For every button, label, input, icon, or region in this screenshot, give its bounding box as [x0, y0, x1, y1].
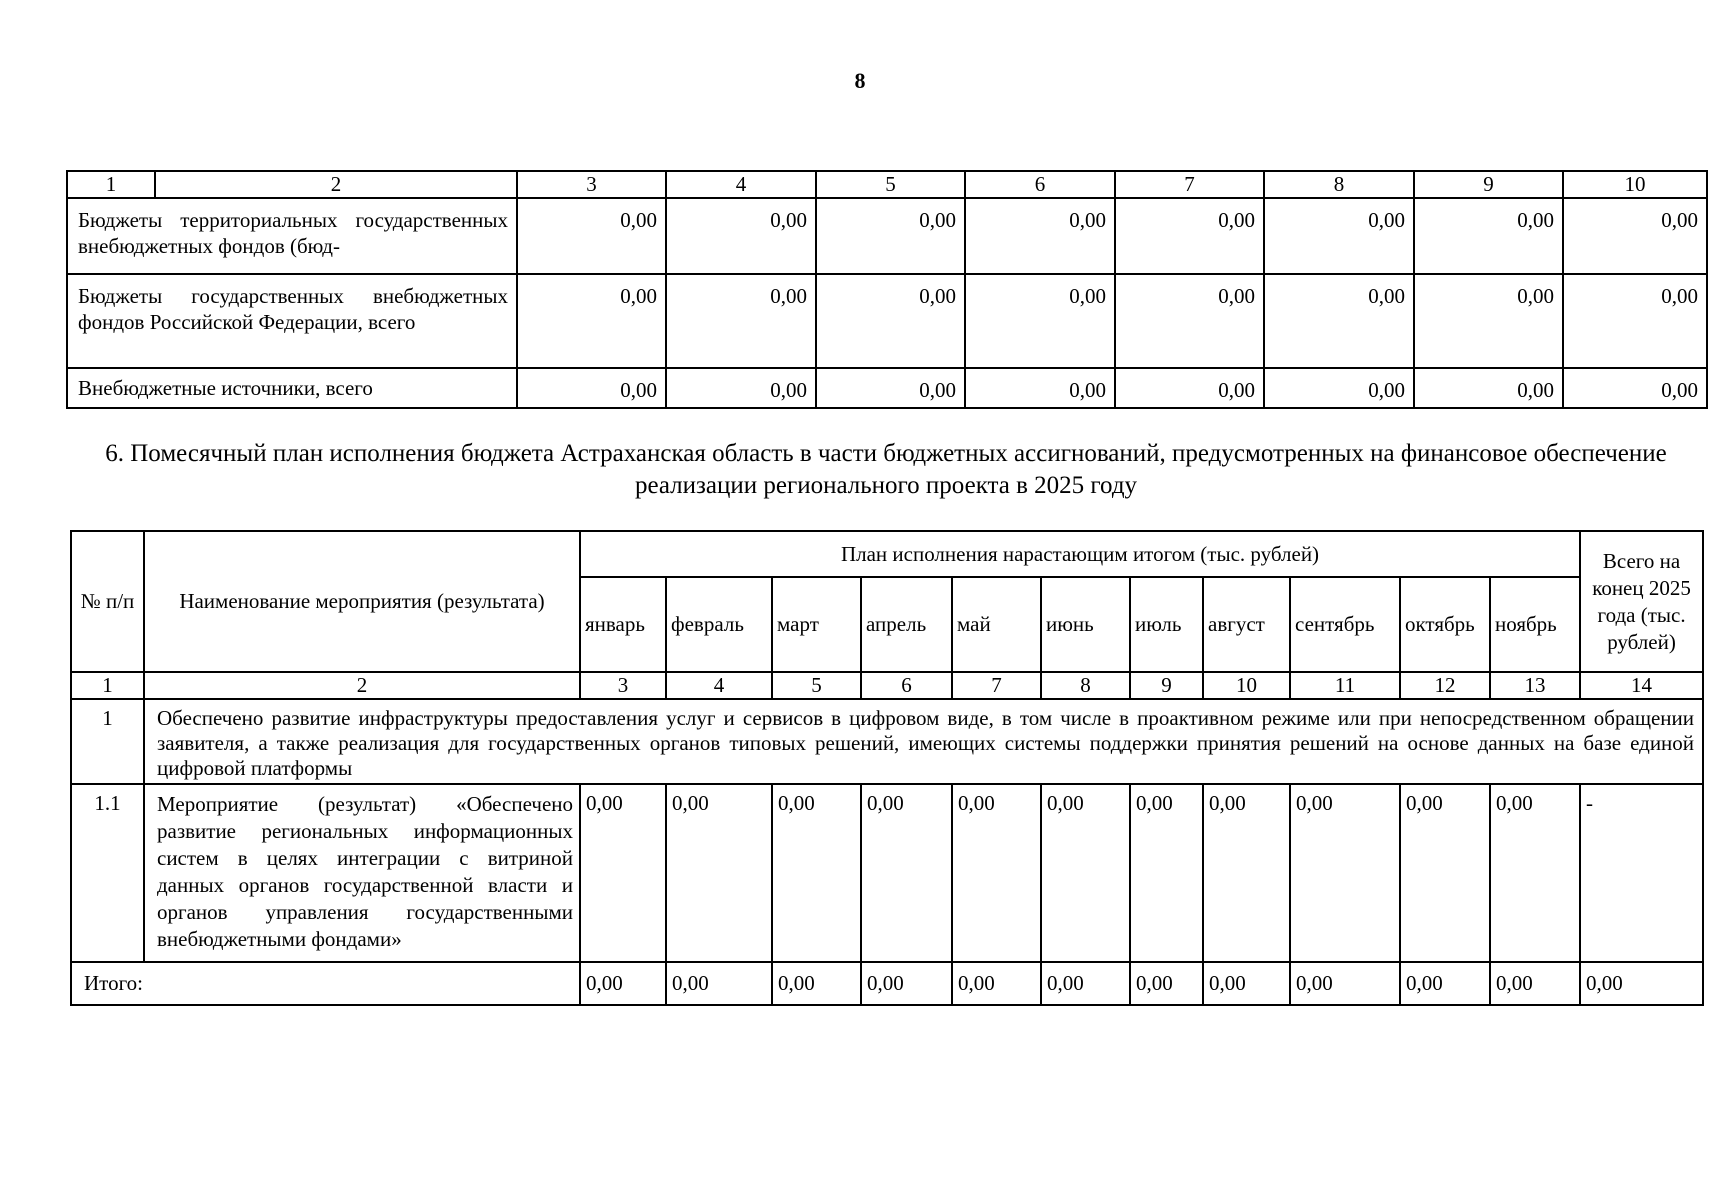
row-label: Бюджеты государственных внебюджетных фондов Российской Федерации, всего: [67, 274, 517, 368]
cell-value: 0,00: [1264, 274, 1414, 368]
cell-value: 0,00: [1115, 368, 1264, 408]
month-header: апрель: [861, 577, 952, 672]
cell-value: 0,00: [861, 962, 952, 1005]
cell-value: 0,00: [1290, 962, 1400, 1005]
month-header: январь: [580, 577, 666, 672]
cell-value-total: 0,00: [1580, 962, 1703, 1005]
goal-index: 1: [71, 699, 144, 784]
cell-value: 0,00: [861, 784, 952, 962]
cell-value: 0,00: [1414, 274, 1563, 368]
header-plan: План исполнения нарастающим итогом (тыс. рублей): [580, 531, 1580, 577]
month-header: ноябрь: [1490, 577, 1580, 672]
cell-value: 0,00: [1041, 962, 1130, 1005]
cell-value: 0,00: [517, 198, 666, 274]
month-header: сентябрь: [1290, 577, 1400, 672]
header-total: Всего на конец 2025 года (тыс. рублей): [1580, 531, 1703, 672]
cell-value: 0,00: [1490, 962, 1580, 1005]
activity-text: Мероприятие (результат) «Обеспечено развитие региональных информационных систем в целях интеграции с витриной данных органов государственной власти и органов управления государственными внебюджетными фондами»: [144, 784, 580, 962]
cell-value: 0,00: [816, 198, 965, 274]
cell-value: 0,00: [1490, 784, 1580, 962]
page-number: 8: [854, 68, 866, 93]
goal-text: Обеспечено развитие инфраструктуры предоставления услуг и сервисов в цифровом виде, в том числе в проактивном режиме или при непосредственном обращении заявителя, а также реализация для государственных органов типовых решений, имеющих системы поддержки принятия решений на основе данных на базе единой цифровой платформы: [144, 699, 1703, 784]
table-row: [67, 274, 1707, 368]
cell-value: 0,00: [1563, 198, 1707, 274]
cell-value: 0,00: [965, 368, 1115, 408]
column-number: 8: [1264, 171, 1414, 198]
cell-value: 0,00: [772, 962, 861, 1005]
column-number: 1: [71, 672, 144, 699]
month-header: июль: [1130, 577, 1203, 672]
cell-value: 0,00: [517, 368, 666, 408]
column-number: 10: [1563, 171, 1707, 198]
cell-value: 0,00: [1563, 274, 1707, 368]
itogo-label: Итого:: [71, 962, 580, 1005]
goal-row: [71, 699, 1703, 784]
month-header: октябрь: [1400, 577, 1490, 672]
activity-index: 1.1: [71, 784, 144, 962]
cell-value: 0,00: [1400, 784, 1490, 962]
table-row: [67, 368, 1707, 408]
column-number-row: [67, 171, 1707, 198]
cell-value: 0,00: [1264, 368, 1414, 408]
cell-value: 0,00: [580, 962, 666, 1005]
cell-value-total: -: [1580, 784, 1703, 962]
cell-value: 0,00: [965, 274, 1115, 368]
column-number: 11: [1290, 672, 1400, 699]
cell-value: 0,00: [1130, 962, 1203, 1005]
cell-value: 0,00: [816, 368, 965, 408]
column-number: 2: [155, 171, 517, 198]
header-name: Наименование мероприятия (результата): [144, 531, 580, 672]
cell-value: 0,00: [1115, 274, 1264, 368]
column-number: 5: [816, 171, 965, 198]
month-header: август: [1203, 577, 1290, 672]
header-no: № п/п: [71, 531, 144, 672]
cell-value: 0,00: [772, 784, 861, 962]
column-number-row: [71, 672, 1703, 699]
column-number: 7: [1115, 171, 1264, 198]
cell-value: 0,00: [1290, 784, 1400, 962]
column-number: 10: [1203, 672, 1290, 699]
column-number: 8: [1041, 672, 1130, 699]
column-number: 12: [1400, 672, 1490, 699]
cell-value: 0,00: [816, 274, 965, 368]
cell-value: 0,00: [517, 274, 666, 368]
column-number: 9: [1130, 672, 1203, 699]
row-label: Внебюджетные источники, всего: [67, 368, 517, 408]
month-header: февраль: [666, 577, 772, 672]
funding-sources-table: [66, 170, 1708, 409]
cell-value: 0,00: [666, 368, 816, 408]
column-number: 2: [144, 672, 580, 699]
cell-value: 0,00: [952, 784, 1041, 962]
column-number: 13: [1490, 672, 1580, 699]
column-number: 5: [772, 672, 861, 699]
cell-value: 0,00: [1414, 198, 1563, 274]
cell-value: 0,00: [666, 784, 772, 962]
cell-value: 0,00: [1264, 198, 1414, 274]
activity-row: [71, 784, 1703, 962]
cell-value: 0,00: [1203, 784, 1290, 962]
month-header: май: [952, 577, 1041, 672]
month-header: март: [772, 577, 861, 672]
cell-value: 0,00: [1203, 962, 1290, 1005]
cell-value: 0,00: [1130, 784, 1203, 962]
cell-value: 0,00: [666, 198, 816, 274]
column-number: 9: [1414, 171, 1563, 198]
cell-value: 0,00: [1400, 962, 1490, 1005]
cell-value: 0,00: [1041, 784, 1130, 962]
cell-value: 0,00: [952, 962, 1041, 1005]
column-number: 6: [861, 672, 952, 699]
column-number: 3: [580, 672, 666, 699]
itogo-row: [71, 962, 1703, 1005]
monthly-plan-table: [70, 530, 1704, 1006]
cell-value: 0,00: [580, 784, 666, 962]
row-label: Бюджеты территориальных государственных внебюджетных фондов (бюд-: [67, 198, 517, 274]
cell-value: 0,00: [666, 962, 772, 1005]
table-row: [67, 198, 1707, 274]
column-number: 7: [952, 672, 1041, 699]
column-number: 4: [666, 171, 816, 198]
section-title: 6. Помесячный план исполнения бюджета Астраханская область в части бюджетных ассигнований, предусмотренных на финансовое обеспечение реализации регионального проекта в 2025 году: [105, 440, 1667, 499]
cell-value: 0,00: [666, 274, 816, 368]
month-header: июнь: [1041, 577, 1130, 672]
column-number: 14: [1580, 672, 1703, 699]
column-number: 3: [517, 171, 666, 198]
column-number: 4: [666, 672, 772, 699]
cell-value: 0,00: [1563, 368, 1707, 408]
cell-value: 0,00: [1414, 368, 1563, 408]
column-number: 1: [67, 171, 155, 198]
header-row: [71, 531, 1703, 577]
column-number: 6: [965, 171, 1115, 198]
cell-value: 0,00: [1115, 198, 1264, 274]
cell-value: 0,00: [965, 198, 1115, 274]
